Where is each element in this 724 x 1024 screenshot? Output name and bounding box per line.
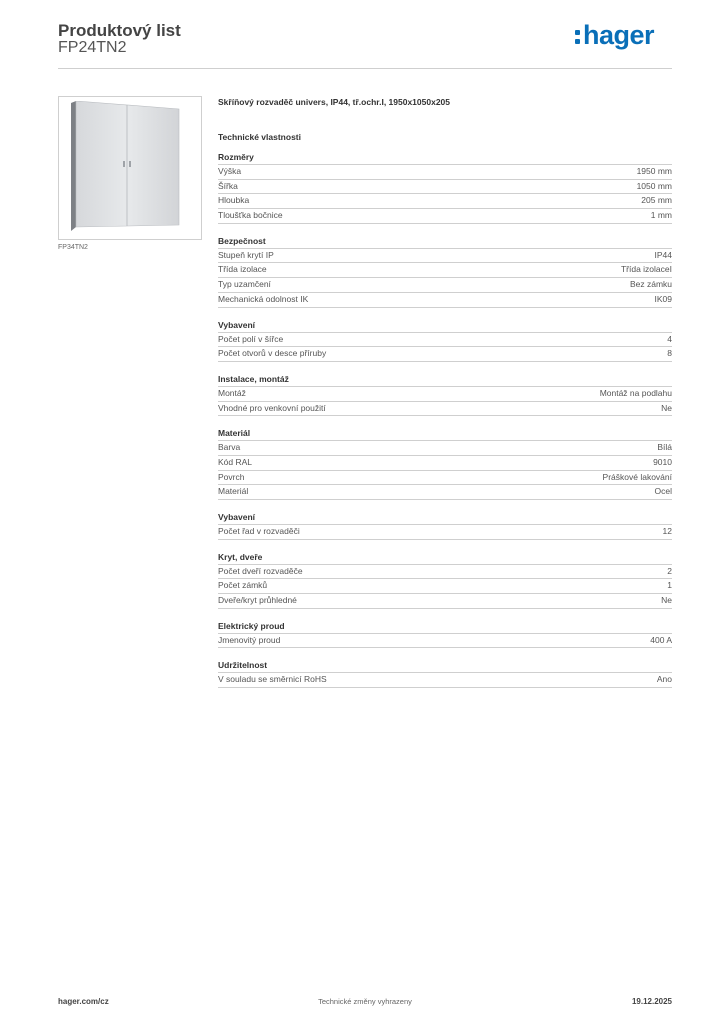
spec-section [218,427,672,500]
spec-value: 1 [667,580,672,591]
spec-value: 9010 [653,456,672,467]
spec-label: Mechanická odolnost IK [218,293,309,304]
spec-section [218,319,672,362]
spec-label: Počet zámků [218,580,268,591]
spec-value: Ne [661,402,672,413]
footer-note: Technické změny vyhrazeny [318,997,412,1006]
spec-row [218,387,672,402]
spec-row [218,471,672,486]
spec-value: Bez zámku [629,279,672,290]
section-title: Instalace, montáž [218,373,672,387]
spec-section [218,373,672,416]
spec-label: Počet řad v rozvaděči [218,526,300,536]
spec-value: 1 mm [650,210,672,221]
spec-label: Počet polí v šířce [218,333,284,344]
product-description: Skříňový rozvaděč univers, IP44, tř.ochr.I, 1950x1050x205 [218,97,450,107]
spec-section [218,511,672,540]
spec-value: 400 A [650,634,672,645]
spec-value: IK09 [654,293,672,304]
spec-row [218,347,672,362]
spec-row [218,673,672,688]
spec-value: 2 [667,565,672,576]
section-title: Rozměry [218,151,672,165]
section-title: Bezpečnost [218,235,672,249]
spec-label: Počet dveří rozvaděče [218,565,303,576]
section-title: Materiál [218,427,672,441]
spec-value: Práškové lakování [602,471,672,482]
spec-label: V souladu se směrnicí RoHS [218,674,327,685]
hager-logo [575,20,654,50]
spec-value: IP44 [654,249,672,260]
specs-sections [218,151,672,688]
spec-value: Bílá [657,442,672,453]
spec-section [218,659,672,688]
product-code: FP24TN2 [58,39,127,56]
spec-value: 12 [662,526,672,536]
spec-label: Jmenovitý proud [218,634,281,645]
spec-label: Montáž [218,387,246,398]
spec-section [218,620,672,649]
spec-value: Ocel [654,486,672,497]
spec-row [218,249,672,264]
spec-row [218,525,672,540]
spec-label: Kód RAL [218,456,253,467]
spec-label: Hloubka [218,195,250,206]
spec-value: Montáž na podlahu [599,387,672,398]
spec-row [218,209,672,224]
section-title: Vybavení [218,319,672,333]
product-details [218,95,672,699]
cabinet-image [67,101,193,233]
spec-value: 1050 mm [636,180,672,191]
spec-label: Barva [218,442,241,453]
footer-website-link[interactable]: hager.com/cz [58,997,109,1006]
spec-row [218,579,672,594]
spec-label: Dveře/kryt průhledné [218,595,297,606]
product-image-frame [58,96,202,240]
section-title: Elektrický proud [218,620,672,634]
technical-properties-heading: Technické vlastnosti [218,132,301,142]
section-title: Vybavení [218,511,672,525]
footer-date: 19.12.2025 [631,997,672,1006]
spec-value: Třída izolaceI [620,264,672,275]
spec-section [218,235,672,308]
spec-label: Materiál [218,486,249,497]
spec-label: Povrch [218,471,245,482]
section-title: Udržitelnost [218,659,672,673]
spec-row [218,194,672,209]
spec-label: Výška [218,166,242,176]
section-title: Kryt, dveře [218,551,672,565]
spec-label: Počet otvorů v desce příruby [218,348,327,359]
spec-row [218,333,672,348]
spec-section [218,551,672,609]
page-header [58,20,672,69]
logo-dots-icon [575,25,581,45]
spec-row [218,263,672,278]
spec-value: 4 [667,333,672,344]
spec-label: Tloušťka bočnice [218,210,283,221]
spec-row [218,165,672,180]
spec-row [218,456,672,471]
page-footer [58,997,672,1011]
spec-row [218,180,672,195]
spec-label: Třída izolace [218,264,267,275]
spec-label: Šířka [218,180,238,191]
spec-row [218,402,672,417]
spec-row [218,441,672,456]
spec-label: Vhodné pro venkovní použití [218,402,326,413]
spec-value: 205 mm [641,195,672,206]
spec-value: 1950 mm [636,166,672,176]
image-caption: FP34TN2 [58,244,88,251]
spec-row [218,485,672,500]
spec-label: Typ uzamčení [218,279,271,290]
spec-value: Ne [661,595,672,606]
spec-label: Stupeň krytí IP [218,249,274,260]
spec-row [218,293,672,308]
spec-section [218,151,672,224]
spec-value: Ano [656,674,672,685]
logo-text: hager [582,19,654,50]
spec-row [218,565,672,580]
page-title: Produktový list [58,21,181,40]
spec-row [218,594,672,609]
spec-row [218,634,672,649]
spec-row [218,278,672,293]
spec-value: 8 [667,348,672,359]
